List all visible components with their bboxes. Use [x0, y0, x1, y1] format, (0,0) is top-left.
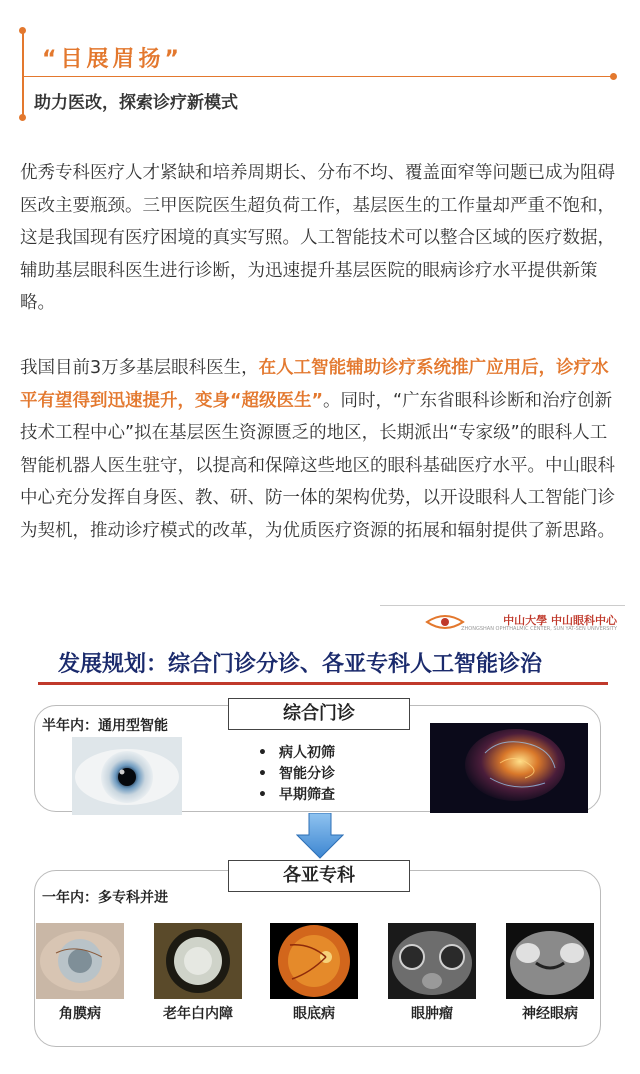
bullet-item: • 智能分诊: [258, 764, 335, 785]
triage-function-list: [258, 743, 335, 806]
neuro-ophthalmology-mri-image: [506, 923, 594, 999]
general-clinic-label: 综合门诊: [228, 698, 410, 730]
section-title: “目展眉扬”: [42, 47, 183, 72]
fundus-disease-image: [270, 923, 358, 999]
cornea-disease-image: [36, 923, 124, 999]
university-logo: [380, 605, 625, 636]
paragraph-2-rest: 。同时，“广东省眼科诊断和治疗创新技术工程中心”拟在基层医生资源匮乏的地区，长期派出“专家级”的眼科人工智能机器人医生驻守，以提高和保障这些地区的眼科基础医疗水平。中山眼科中心充分发挥自身医、教、研、防一体的架构优势，以开设眼科人工智能门诊为契机，推动诊疗模式的改革，为优质医疗资源的拓展和辐射提供了新思路。: [20, 390, 615, 541]
eye-tumor-ct-image: [388, 923, 476, 999]
disease-label: 眼肿瘤: [411, 1006, 453, 1022]
disease-label: 角膜病: [59, 1006, 101, 1022]
bullet-item: • 病人初筛: [258, 743, 335, 764]
disease-label: 老年白内障: [163, 1006, 233, 1022]
logo-chinese-text: 中山大學 中山眼科中心: [503, 614, 617, 627]
phase-half-year: 半年内：通用型智能: [42, 718, 168, 734]
eye-logo-icon: [425, 614, 465, 630]
ai-brain-image: [430, 723, 588, 813]
section-subtitle: 助力医改，探索诊疗新模式: [34, 93, 238, 113]
disease-label: 眼底病: [293, 1006, 335, 1022]
header-dot-bottom: [19, 114, 26, 121]
down-arrow-icon: [296, 813, 344, 859]
plan-slide-image: [20, 605, 625, 1050]
header-horizontal-line: [22, 76, 612, 77]
eye-scan-image: [72, 737, 182, 815]
slide-title-underline: [38, 682, 608, 685]
paragraph-1: 优秀专科医疗人才紧缺和培养周期长、分布不均、覆盖面窄等问题已成为阻碍医改主要瓶颈。三甲医院医生超负荷工作，基层医生的工作量却严重不饱和，这是我国现有医疗困境的真实写照。人工智能技术可以整合区域的医疗数据，辅助基层眼科医生进行诊断，为迅速提升基层医院的眼病诊疗水平提供新策略。: [20, 163, 615, 313]
disease-label: 神经眼病: [522, 1006, 578, 1022]
paragraph-2-intro: 我国目前3万多基层眼科医生，: [20, 358, 259, 378]
paragraph-2: [20, 352, 622, 547]
paragraph-2-highlight: 在人工智能辅助诊疗系统推广应用后，诊疗水平有望得到迅速提升，变身“超级医生”: [20, 358, 609, 411]
logo-english-text: ZHONGSHAN OPHTHALMIC CENTER, SUN YAT-SEN UNIVERSITY: [461, 626, 617, 632]
subspecialty-label: 各亚专科: [228, 860, 410, 892]
section-header: [22, 30, 618, 122]
phase-one-year: 一年内：多专科并进: [42, 890, 168, 906]
bullet-item: • 早期筛查: [258, 785, 335, 806]
header-dot-right: [610, 73, 617, 80]
header-dot-top: [19, 27, 26, 34]
slide-title: 发展规划：综合门诊分诊、各亚专科人工智能诊治: [58, 652, 543, 677]
cataract-image: [154, 923, 242, 999]
header-vertical-line: [22, 30, 24, 118]
